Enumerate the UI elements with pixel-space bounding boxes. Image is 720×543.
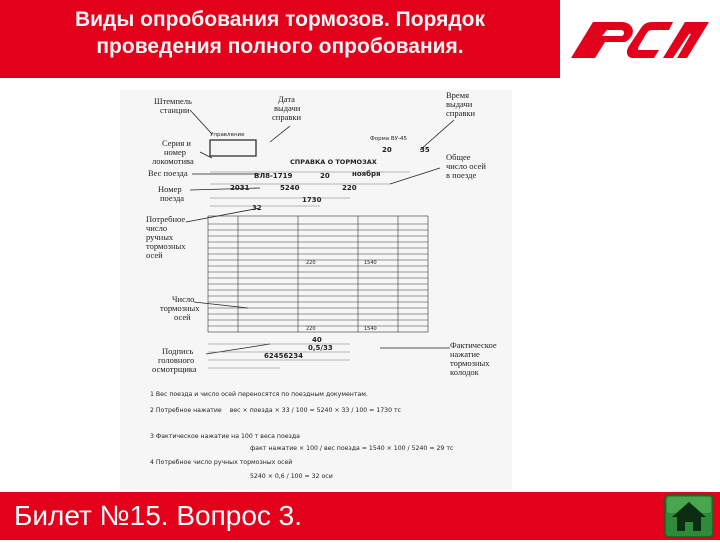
- annotation-issue-date: Дата выдачи справки: [272, 94, 302, 122]
- table-sum-total: 1540: [364, 326, 377, 332]
- note-3: 3 Фактическое нажатие на 100 т веса поезда: [150, 433, 300, 440]
- rzd-logo: [563, 0, 720, 78]
- annotation-train-weight: Вес поезда: [148, 168, 188, 178]
- annotation-total-axles: Общее число осей в поезде: [446, 152, 486, 180]
- form-fact-per100: 0,5/33: [308, 344, 333, 352]
- certificate-drawing: [120, 90, 512, 490]
- home-icon: [664, 494, 714, 538]
- rzd-logo-icon: [563, 0, 720, 78]
- form-day: 20: [320, 172, 330, 180]
- table-press: 220: [306, 260, 316, 266]
- home-button[interactable]: [664, 494, 714, 538]
- form-hour: 20: [382, 146, 392, 154]
- header-bar: [0, 0, 560, 78]
- title-line-1: Виды опробования тормозов. Порядок: [74, 8, 486, 31]
- form-number: Форма ВУ-45: [370, 136, 407, 142]
- annotation-signature: Подпись головного осмотрщика: [152, 346, 197, 374]
- form-title: СПРАВКА О ТОРМОЗАХ: [290, 158, 377, 166]
- form-month: ноября: [352, 170, 381, 178]
- form-carriage-no: 62456234: [264, 352, 303, 360]
- form-weight: 5240: [280, 184, 300, 192]
- note-4: 4 Потребное число ручных тормозных осей: [150, 459, 293, 466]
- annotation-stamp: Штемпель станции: [154, 96, 192, 115]
- form-train-no: 2031: [230, 184, 250, 192]
- ticket-label: Билет №15. Вопрос 3.: [14, 500, 303, 531]
- note-2: 2 Потребное нажатие вес × поезда × 33 / 100 = 5240 × 33 / 100 = 1730 тс: [150, 407, 402, 414]
- annotation-handbrakes: Потребное число ручных тормозных осей: [146, 214, 186, 260]
- note-3-formula: факт нажатие × 100 / вес поезда = 1540 × 100 / 5240 = 29 тс: [250, 445, 454, 452]
- form-hand-axles: 32: [252, 204, 262, 212]
- form-required-press: 1730: [302, 196, 322, 204]
- table-sum-press: 220: [306, 326, 316, 332]
- page-title: [14, 6, 546, 60]
- annotation-issue-time: Время выдачи справки: [446, 90, 476, 118]
- annotation-series: Серия и номер локомотива: [152, 138, 194, 166]
- brake-certificate-scan: [120, 90, 512, 490]
- annotation-actual-press: Фактическое нажатие тормозных колодок: [450, 340, 497, 377]
- note-4-formula: 5240 × 0,6 / 100 = 32 оси: [250, 473, 333, 480]
- annotation-train-number: Номер поезда: [158, 184, 185, 203]
- form-axles: 220: [342, 184, 357, 192]
- form-loco: ВЛ8-1719: [254, 172, 293, 180]
- table-total: 1540: [364, 260, 377, 266]
- note-1: 1 Вес поезда и число осей переносятся по поездным документам.: [150, 391, 368, 398]
- form-org: Управление: [210, 132, 245, 138]
- form-fact-hand: 40: [312, 336, 322, 344]
- annotation-brake-axles: Число тормозных осей: [160, 294, 200, 322]
- title-line-2: проведения полного опробования.: [96, 35, 464, 58]
- form-minute: 35: [420, 146, 430, 154]
